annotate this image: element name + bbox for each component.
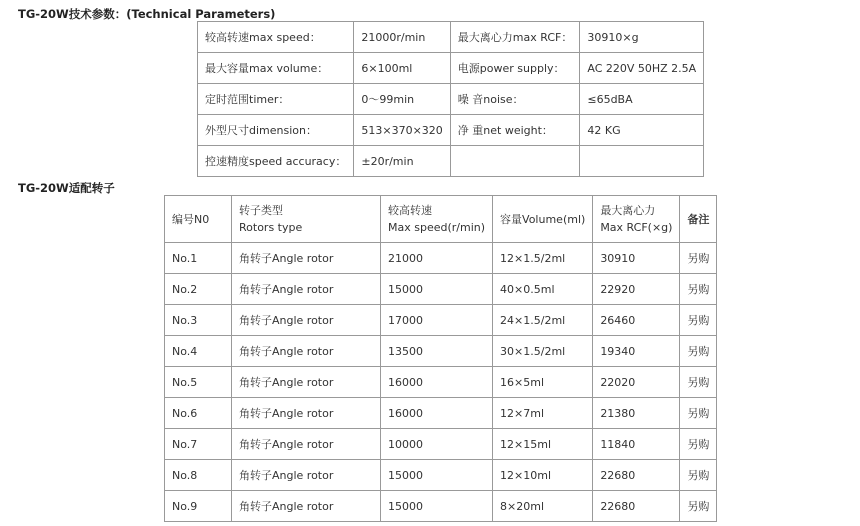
header-line: Max speed(r/min) xyxy=(388,221,486,234)
rotor-volume: 12×15ml xyxy=(493,429,593,460)
rotor-max-speed: 15000 xyxy=(381,274,493,305)
rotor-remark: 另购 xyxy=(680,336,717,367)
rotor-remark: 另购 xyxy=(680,398,717,429)
spec-row xyxy=(198,84,704,115)
header-number xyxy=(165,196,232,243)
rotor-volume: 12×10ml xyxy=(493,460,593,491)
rotor-type: 角转子Angle rotor xyxy=(232,367,381,398)
rotor-max-rcf: 26460 xyxy=(593,305,680,336)
rotor-number: No.7 xyxy=(165,429,232,460)
rotor-volume: 12×7ml xyxy=(493,398,593,429)
rotor-max-rcf: 22920 xyxy=(593,274,680,305)
rotor-volume: 24×1.5/2ml xyxy=(493,305,593,336)
rotor-row xyxy=(165,429,717,460)
rotor-number: No.3 xyxy=(165,305,232,336)
header-max-rcf xyxy=(593,196,680,243)
rotor-type: 角转子Angle rotor xyxy=(232,274,381,305)
spec-label: 较高转速max speed： xyxy=(198,22,354,53)
spec-value: 21000r/min xyxy=(354,22,450,53)
rotor-row xyxy=(165,305,717,336)
rotor-row xyxy=(165,460,717,491)
rotor-max-rcf: 22680 xyxy=(593,460,680,491)
spec-row xyxy=(198,115,704,146)
spec-label: 最大离心力max RCF： xyxy=(450,22,580,53)
spec-value: 42 KG xyxy=(580,115,704,146)
rotor-remark: 另购 xyxy=(680,460,717,491)
header-volume xyxy=(493,196,593,243)
spec-row xyxy=(198,146,704,177)
rotor-row xyxy=(165,367,717,398)
rotor-max-rcf: 19340 xyxy=(593,336,680,367)
header-line: 容量Volume(ml) xyxy=(500,212,586,226)
rotor-max-speed: 21000 xyxy=(381,243,493,274)
spec-value: 513×370×320 xyxy=(354,115,450,146)
rotor-number: No.6 xyxy=(165,398,232,429)
spec-row xyxy=(198,53,704,84)
rotor-max-speed: 16000 xyxy=(381,398,493,429)
rotor-type: 角转子Angle rotor xyxy=(232,305,381,336)
rotor-row xyxy=(165,336,717,367)
spec-label: 外型尺寸dimension： xyxy=(198,115,354,146)
rotor-row xyxy=(165,274,717,305)
spec-label: 最大容量max volume： xyxy=(198,53,354,84)
rotor-row xyxy=(165,243,717,274)
spec-label: 电源power supply： xyxy=(450,53,580,84)
spec-value: 0～99min xyxy=(354,84,450,115)
rotor-number: No.4 xyxy=(165,336,232,367)
spec-value: AC 220V 50HZ 2.5A xyxy=(580,53,704,84)
rotor-type: 角转子Angle rotor xyxy=(232,429,381,460)
technical-parameters-table xyxy=(197,21,704,177)
rotor-number: No.5 xyxy=(165,367,232,398)
rotor-type: 角转子Angle rotor xyxy=(232,336,381,367)
rotor-type: 角转子Angle rotor xyxy=(232,243,381,274)
spec-value: 6×100ml xyxy=(354,53,450,84)
rotor-remark: 另购 xyxy=(680,243,717,274)
spec-empty-cell xyxy=(580,146,704,177)
rotor-volume: 8×20ml xyxy=(493,491,593,522)
rotor-type: 角转子Angle rotor xyxy=(232,491,381,522)
rotor-max-rcf: 21380 xyxy=(593,398,680,429)
rotor-max-speed: 17000 xyxy=(381,305,493,336)
rotor-remark: 另购 xyxy=(680,491,717,522)
spec-label: 定时范围timer： xyxy=(198,84,354,115)
rotor-volume: 30×1.5/2ml xyxy=(493,336,593,367)
rotor-max-rcf: 22680 xyxy=(593,491,680,522)
header-line: 较高转速 xyxy=(388,204,432,217)
rotors-heading: TG-20W适配转子 xyxy=(18,181,115,195)
rotor-max-speed: 10000 xyxy=(381,429,493,460)
rotor-max-rcf: 11840 xyxy=(593,429,680,460)
spec-value: ≤65dBA xyxy=(580,84,704,115)
rotor-number: No.2 xyxy=(165,274,232,305)
rotor-max-speed: 13500 xyxy=(381,336,493,367)
rotor-volume: 16×5ml xyxy=(493,367,593,398)
header-max-speed xyxy=(381,196,493,243)
rotor-remark: 另购 xyxy=(680,367,717,398)
header-line: Rotors type xyxy=(239,221,303,234)
technical-parameters-heading: TG-20W技术参数：(Technical Parameters) xyxy=(18,7,276,21)
rotor-max-speed: 15000 xyxy=(381,460,493,491)
spec-empty-cell xyxy=(450,146,580,177)
rotor-number: No.8 xyxy=(165,460,232,491)
rotor-volume: 40×0.5ml xyxy=(493,274,593,305)
header-rotor-type xyxy=(232,196,381,243)
spec-value: ±20r/min xyxy=(354,146,450,177)
rotor-max-rcf: 30910 xyxy=(593,243,680,274)
rotor-number: No.1 xyxy=(165,243,232,274)
spec-label: 净 重net weight： xyxy=(450,115,580,146)
header-line: Max RCF(×g) xyxy=(600,221,673,234)
rotor-max-speed: 16000 xyxy=(381,367,493,398)
header-remarks xyxy=(680,196,717,243)
header-line: 备注 xyxy=(687,212,710,226)
rotor-type: 角转子Angle rotor xyxy=(232,398,381,429)
spec-value: 30910×g xyxy=(580,22,704,53)
rotor-remark: 另购 xyxy=(680,429,717,460)
rotor-remark: 另购 xyxy=(680,274,717,305)
spec-label: 控速精度speed accuracy： xyxy=(198,146,354,177)
spec-row xyxy=(198,22,704,53)
header-line: 最大离心力 xyxy=(600,204,656,217)
rotor-max-speed: 15000 xyxy=(381,491,493,522)
rotor-row xyxy=(165,398,717,429)
header-line: 编号N0 xyxy=(172,212,210,226)
rotor-max-rcf: 22020 xyxy=(593,367,680,398)
rotor-row xyxy=(165,491,717,522)
rotor-number: No.9 xyxy=(165,491,232,522)
rotor-type: 角转子Angle rotor xyxy=(232,460,381,491)
rotor-volume: 12×1.5/2ml xyxy=(493,243,593,274)
rotor-remark: 另购 xyxy=(680,305,717,336)
rotors-table xyxy=(164,195,717,522)
header-line: 转子类型 xyxy=(239,204,283,217)
spec-label: 噪 音noise： xyxy=(450,84,580,115)
rotors-header-row xyxy=(165,196,717,243)
